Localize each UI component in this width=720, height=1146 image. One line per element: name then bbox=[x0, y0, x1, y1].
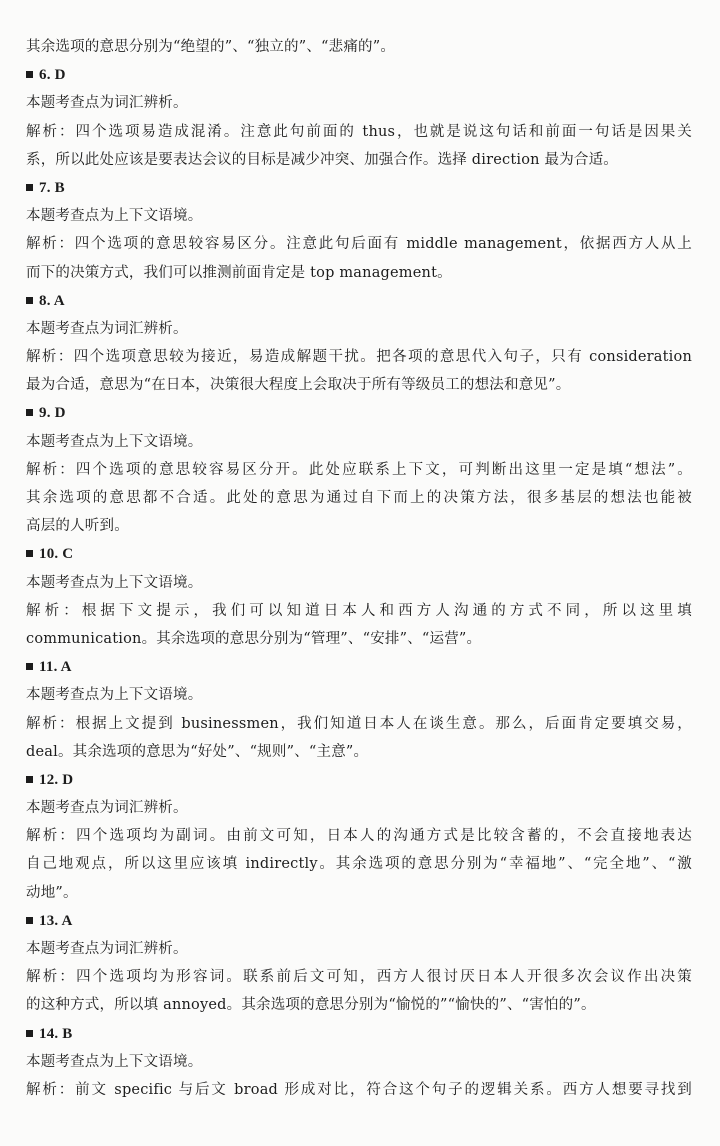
square-bullet-icon bbox=[26, 297, 33, 304]
text-line: 解析：四个选项的意思较容易区分开。此处应联系上下文，可判断出这里一定是填“想法”。 bbox=[26, 461, 692, 478]
question-number-heading bbox=[26, 907, 692, 935]
question-number: 7. B bbox=[39, 179, 65, 196]
question-number-heading bbox=[26, 287, 692, 315]
question-number-heading bbox=[26, 766, 692, 794]
question-number: 9. D bbox=[39, 405, 66, 422]
square-bullet-icon bbox=[26, 663, 33, 670]
question-number-heading bbox=[26, 540, 692, 568]
square-bullet-icon bbox=[26, 71, 33, 78]
question-number-heading bbox=[26, 653, 692, 681]
question-number: 13. A bbox=[39, 912, 73, 929]
question-number: 10. C bbox=[39, 546, 74, 563]
question-number-heading bbox=[26, 1020, 692, 1048]
text-line: 的这种方式，所以填 annoyed。其余选项的意思分别为“愉悦的”“愉快的”、“害怕的”。 bbox=[26, 997, 596, 1014]
text-line: 本题考查点为词汇辨析。 bbox=[26, 800, 188, 817]
square-bullet-icon bbox=[26, 917, 33, 924]
text-line: 其余选项的意思分别为“绝望的”、“独立的”、“悲痛的”。 bbox=[26, 39, 396, 55]
text-line: 本题考查点为上下文语境。 bbox=[26, 433, 203, 450]
text-line: 解析：四个选项均为形容词。联系前后文可知，西方人很讨厌日本人开很多次会议作出决策 bbox=[26, 969, 692, 986]
text-line: 最为合适，意思为“在日本，决策很大程度上会取决于所有等级员工的想法和意见”。 bbox=[26, 377, 571, 394]
square-bullet-icon bbox=[26, 409, 33, 416]
question-number: 8. A bbox=[39, 292, 65, 309]
question-number: 12. D bbox=[39, 771, 74, 788]
question-number-heading bbox=[26, 61, 692, 89]
text-line: 解析：四个选项均为副词。由前文可知，日本人的沟通方式是比较含蓄的，不会直接地表达 bbox=[26, 828, 692, 845]
text-line: 本题考查点为上下文语境。 bbox=[26, 208, 203, 225]
text-line: 本题考查点为词汇辨析。 bbox=[26, 95, 188, 112]
square-bullet-icon bbox=[26, 1030, 33, 1037]
text-line: 系，所以此处应该是要表达会议的目标是减少冲突、加强合作。选择 direction 最为合适。 bbox=[26, 151, 619, 168]
text-line: 自己地观点，所以这里应该填 indirectly。其余选项的意思分别为“幸福地”、“完全地”、“激 bbox=[26, 856, 692, 873]
answer-explanations bbox=[26, 33, 692, 1104]
square-bullet-icon bbox=[26, 776, 33, 783]
text-line: communication。其余选项的意思分别为“管理”、“安排”、“运营”。 bbox=[26, 630, 482, 647]
question-number: 6. D bbox=[39, 67, 66, 84]
question-number: 11. A bbox=[39, 659, 72, 676]
text-line: 其余选项的意思都不合适。此处的意思为通过自下而上的决策方法，很多基层的想法也能被 bbox=[26, 490, 692, 506]
question-number-heading bbox=[26, 399, 692, 427]
text-line: 解析：四个选项意思较为接近，易造成解题干扰。把各项的意思代入句子，只有 consideration bbox=[26, 349, 692, 366]
square-bullet-icon bbox=[26, 184, 33, 191]
text-line: 而下的决策方式，我们可以推测前面肯定是 top management。 bbox=[26, 264, 452, 281]
text-line: deal。其余选项的意思为“好处”、“规则”、“主意”。 bbox=[26, 743, 369, 760]
text-line: 本题考查点为词汇辨析。 bbox=[26, 320, 188, 337]
text-line: 解析：前文 specific 与后文 broad 形成对比，符合这个句子的逻辑关系。西方人想要寻找到 bbox=[26, 1081, 692, 1098]
text-line: 本题考查点为上下文语境。 bbox=[26, 687, 203, 704]
text-line: 本题考查点为上下文语境。 bbox=[26, 574, 203, 591]
text-line: 本题考查点为上下文语境。 bbox=[26, 1053, 203, 1070]
text-line: 解析：四个选项易造成混淆。注意此句前面的 thus，也就是说这句话和前面一句话是因果关 bbox=[26, 123, 692, 140]
text-line: 高层的人听到。 bbox=[26, 518, 129, 535]
text-line: 解析：根据上文提到 businessmen，我们知道日本人在谈生意。那么，后面肯定要填交易， bbox=[26, 715, 692, 732]
text-line: 解析：四个选项的意思较容易区分。注意此句后面有 middle management，依据西方人从上 bbox=[26, 236, 692, 253]
question-number: 14. B bbox=[39, 1025, 73, 1042]
question-number-heading bbox=[26, 174, 692, 202]
square-bullet-icon bbox=[26, 550, 33, 557]
text-line: 本题考查点为词汇辨析。 bbox=[26, 941, 188, 957]
text-line: 解析：根据下文提示，我们可以知道日本人和西方人沟通的方式不同，所以这里填 bbox=[26, 602, 692, 619]
text-line: 动地”。 bbox=[26, 884, 78, 901]
